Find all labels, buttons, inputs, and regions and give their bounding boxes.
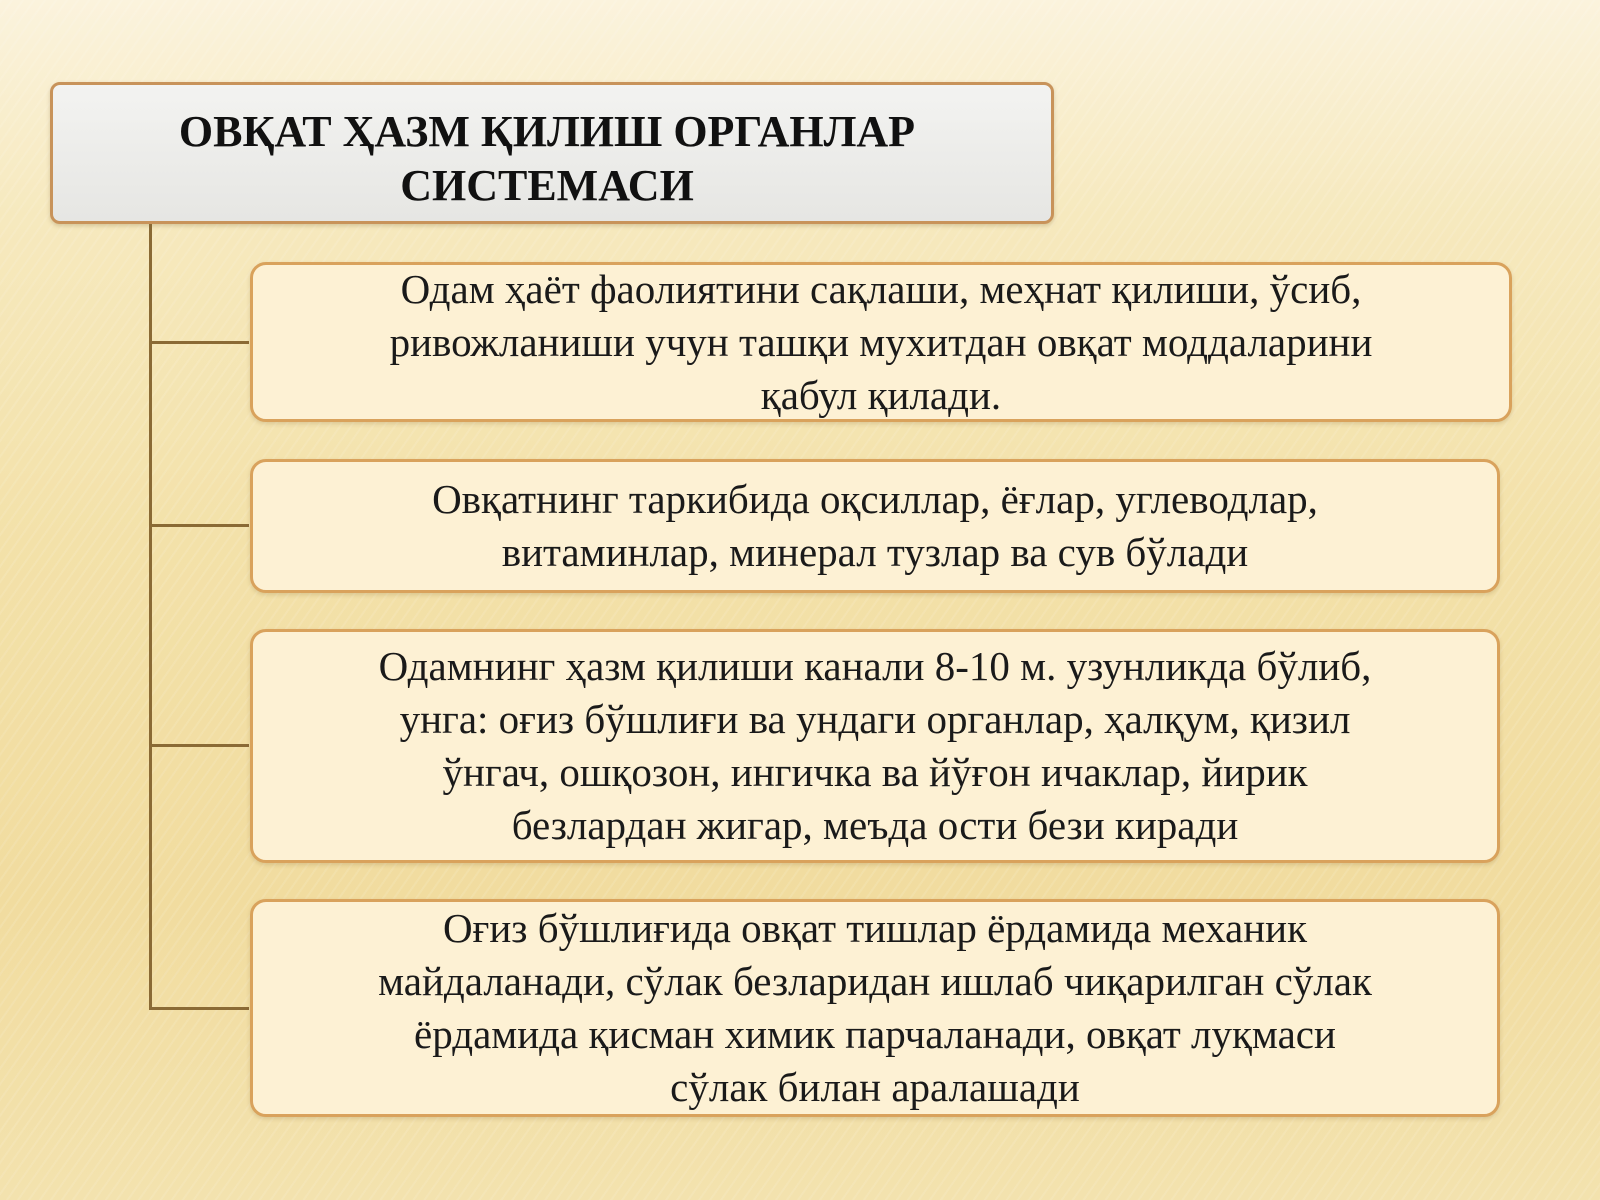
info-card-3-text: Одамнинг ҳазм қилиши канали 8-10 м. узунликда бўлиб, унга: оғиз бўшлиғи ва ундаги органлар, ҳалқум, қизил ўнгач, ошқозон, ингичка ва йўғон ичаклар, йирик безлардан жигар, меъда ости бези киради <box>378 643 1372 848</box>
title-line-2: СИСТЕМАСИ <box>400 161 694 210</box>
connector-branch-4 <box>149 1007 249 1010</box>
title-box <box>50 82 1054 224</box>
connector-branch-2 <box>149 524 249 527</box>
info-card-2 <box>250 459 1500 593</box>
diagram-title <box>53 105 1051 213</box>
info-card-4 <box>250 899 1500 1117</box>
info-card-1-text: Одам ҳаёт фаолиятини сақлаши, меҳнат қилиши, ўсиб, ривожланиши учун ташқи мухитдан овқат моддаларини қабул қилади. <box>389 265 1373 418</box>
info-card-2-text: Овқатнинг таркибида оқсиллар, ёғлар, углеводлар, витаминлар, минерал тузлар ва сув бўлади <box>432 476 1318 575</box>
info-card-3 <box>250 629 1500 863</box>
info-card-4-text: Оғиз бўшлиғида овқат тишлар ёрдамида механик майдаланади, сўлак безларидан ишлаб чиқарилган сўлак ёрдамида қисман химик парчаланади, овқат луқмаси сўлак билан аралашади <box>378 905 1372 1110</box>
connector-branch-3 <box>149 744 249 747</box>
connector-branch-1 <box>149 341 249 344</box>
title-line-1: ОВҚАТ ҲАЗМ ҚИЛИШ ОРГАНЛАР <box>178 107 916 156</box>
info-card-1 <box>250 262 1512 422</box>
